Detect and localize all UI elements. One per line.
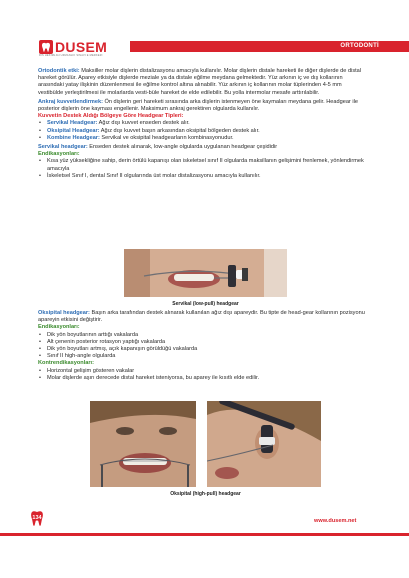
logo-text: DUSEM — [55, 39, 108, 55]
logo-tagline: DIS HEKIMLIGI UZMANLIK SINAVI E MERKEZI — [39, 54, 103, 57]
list-item — [38, 135, 368, 142]
paragraph-label: Ortodontik etki: — [38, 68, 80, 74]
contraindications-list — [38, 368, 368, 382]
website-link[interactable]: www.dusem.net — [314, 518, 357, 524]
item-text: Ağız dışı kuvvet enseden destek alır. — [97, 120, 190, 127]
indications-list — [38, 332, 368, 361]
page-number: 134 — [32, 515, 42, 521]
paragraph-ortodontik-etki — [38, 68, 368, 97]
headgear-types-list — [38, 120, 368, 142]
page-header — [0, 0, 409, 58]
tooth-icon — [39, 40, 53, 54]
paragraph-label: Servikal headgear: — [38, 144, 88, 151]
paragraph-ankraj — [38, 99, 368, 113]
list-item — [38, 120, 368, 127]
occipital-photo-caption: Oksipital (high-pull) headgear — [170, 491, 241, 497]
cervical-headgear-photo — [124, 249, 287, 297]
list-item: • Horizontal gelişim gösteren vakalar — [38, 368, 368, 375]
paragraph-label: Ankraj kuvvetlendirmek: — [38, 98, 103, 105]
list-item — [38, 128, 368, 135]
item-text: Servikal ve oksipital headgearların kombinasyonudur. — [99, 134, 234, 141]
headgear-types-heading: Kuvvetin Destek Aldığı Bölgeye Göre Headgear Tipleri: — [38, 113, 184, 120]
indications-list — [38, 158, 368, 180]
item-text: Ağız dışı kuvvet başın arkasından oksipital bölgeden destek alır. — [99, 127, 260, 134]
list-item: • Dik yön boyutları artmış, açık kapanışın görüldüğü vakalarda — [38, 346, 368, 353]
footer-stripe — [0, 533, 409, 536]
paragraph-text: Enseden destek alınarak, low-angle olgularda uygulanan headgear çeşididir — [87, 144, 278, 151]
cervical-photo-caption: Servikal (low-pull) headgear — [172, 301, 239, 307]
list-item: • İskeletsel Sınıf I, dental Sınıf II olgularında üst molar distalizasyonu amacıyla kullanılır. — [38, 173, 368, 180]
paragraph-text: Maksiller molar dişlerin distalizasyonu amacıyla kullanılır. Molar dişlerin distale hareketi ile diğer dişlerde de distal hareket görülür. Aparey etkisiyle dişlerde meziale ya da distale eğilme meydana gelmektedir. Yüz arkının iç ve dış kollarının arasındaki yatay ilişkinin düzenlenmesi ile eğilme kontrol altına alınabilir. Yüz arkının iç kollarının molar tüplerinden 4-5 mm vestibülde yerleştirilmesi ile molarlarda vesti-büle hareket de elde edilebilir. Bu yolla intermolar mesafe arttırılabilir. — [38, 68, 362, 96]
paragraph-label: Oksipital headgear: — [38, 310, 90, 316]
oksipital-section — [38, 310, 368, 382]
indications-heading: Endikasyonları: — [38, 151, 80, 158]
list-item: • Dik yön boyutlarının arttığı vakalarda — [38, 332, 368, 339]
occipital-headgear-photo-side — [207, 401, 321, 487]
contraindications-heading: Kontrendikasyonları: — [38, 360, 94, 367]
page-number-badge — [30, 510, 44, 527]
paragraph-text: Ön dişlerin geri hareketi sırasında arka dişlerin istenmeyen öne kaymaları meydana gelir. Headgear ile posterior dişlerin öne kayması engellenir. Maksimum ankraj gerektiren olgularda kullanılır. — [38, 98, 358, 113]
main-content — [38, 68, 368, 180]
list-item: • Molar dişlerde aşırı derecede distal hareket isteniyorsa, bu aparey ile kısıtlı elde edilir. — [38, 375, 368, 382]
paragraph-oksipital — [38, 310, 368, 324]
section-title: ORTODONTİ — [340, 43, 379, 49]
occipital-headgear-photo-front — [90, 401, 196, 487]
indications-heading: Endikasyonları: — [38, 324, 80, 331]
paragraph-servikal — [38, 144, 368, 151]
paragraph-text: Başın arka tarafından destek alınarak kullanılan ağız dışı apareydir. Bu tipte de head-gear kollarının pozisyonu apareyin etkisini değiştirir. — [38, 310, 365, 324]
item-label: Kombine Headgear: — [47, 134, 100, 141]
item-label: Oksipital Headgear: — [47, 127, 100, 134]
list-item: • Kısa yüz yüksekliğine sahip, derin örtülü kapanışı olan iskeletsel sınıf II olgularda maksillanın gelişimini frenlemek, yönlendirmek amacıyla — [38, 158, 368, 172]
list-item: • Sınıf II high-angle olgularda — [38, 353, 368, 360]
list-item: • Alt çenenin posterior rotasyon yaptığı vakalarda — [38, 339, 368, 346]
item-label: Servikal Headgear: — [47, 120, 98, 127]
